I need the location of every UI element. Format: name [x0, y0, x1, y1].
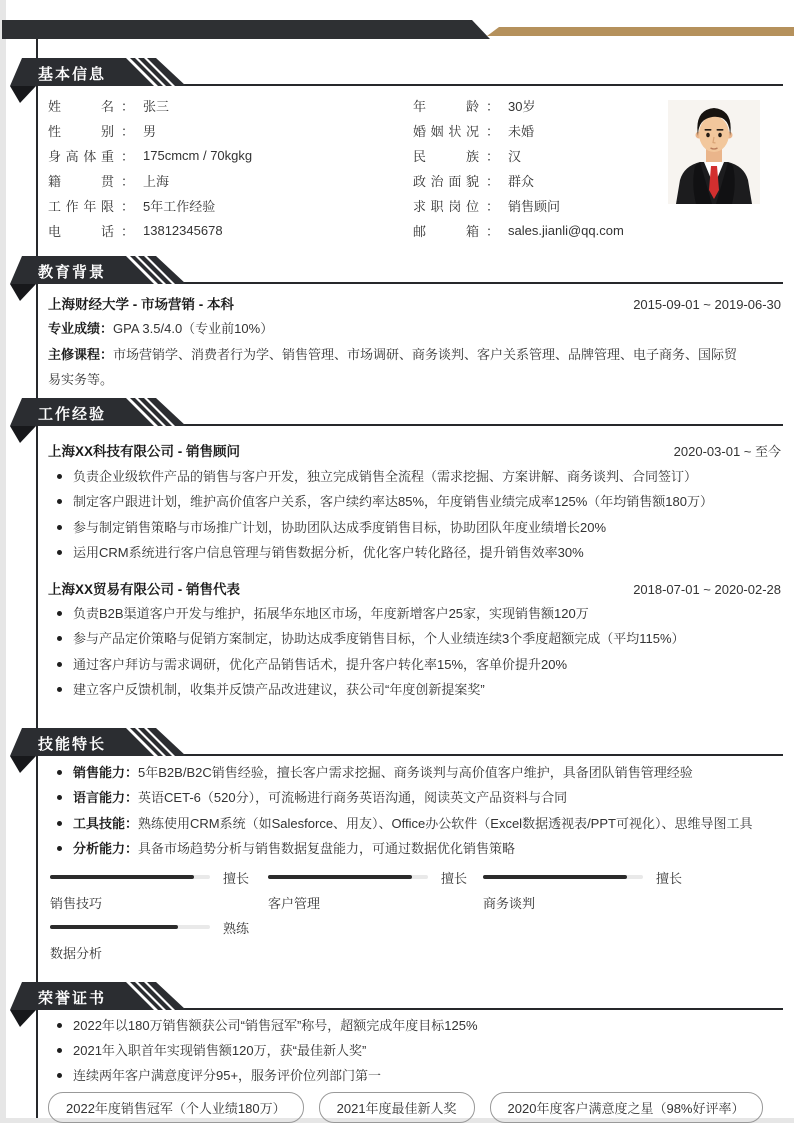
info-row-target-position — [413, 195, 560, 215]
left-vertical-line — [36, 39, 38, 1118]
field-colon: ： — [121, 148, 135, 164]
section-title: 基本信息 — [38, 66, 107, 83]
profile-photo — [668, 100, 760, 204]
job-bullet — [57, 629, 764, 648]
avatar-man-suit-icon — [668, 100, 760, 204]
field-value: 5年工作经验 — [143, 198, 216, 214]
field-value: 群众 — [508, 173, 535, 189]
section-header-work — [8, 396, 783, 446]
honor-pill: 2022年度销售冠军（个人业绩180万） — [48, 1092, 304, 1123]
courses-paragraph — [48, 342, 749, 392]
job-bullet — [57, 543, 764, 562]
education-period: 2015-09-01 ~ 2019-06-30 — [633, 297, 781, 312]
company-position: 上海XX贸易有限公司 - 销售代表 — [48, 582, 241, 597]
field-colon: ： — [486, 123, 500, 139]
skill-bar-negotiation — [483, 872, 693, 912]
bullet-text: 制定客户跟进计划，维护高价值客户关系，客户续约率达85%，年度销售业绩完成率125%（年均销售额180万） — [73, 494, 713, 509]
skill-bar-track — [268, 875, 428, 879]
job-period: 2018-07-01 ~ 2020-02-28 — [633, 582, 781, 597]
skill-label: 分析能力 — [73, 841, 126, 856]
skill-bar-sales — [50, 872, 260, 912]
field-value: 30岁 — [508, 98, 536, 114]
info-row-marital — [413, 120, 534, 140]
field-colon: ： — [486, 223, 500, 239]
courses-colon: ： — [100, 347, 114, 362]
skill-bullet — [57, 814, 764, 833]
skill-bar-crm — [268, 872, 478, 912]
field-value: 汉 — [508, 148, 522, 164]
honor-pill: 2020年度客户满意度之星（98%好评率） — [490, 1092, 763, 1123]
skill-bar-track — [50, 875, 210, 879]
info-row-political — [413, 170, 534, 190]
skill-name: 数据分析 — [50, 946, 103, 961]
field-label: 邮箱 — [413, 223, 479, 239]
skill-bullet — [57, 763, 764, 782]
section-title: 技能特长 — [38, 736, 107, 753]
skill-bar-track — [50, 925, 210, 929]
field-label: 籍贯 — [48, 173, 114, 189]
field-value: 男 — [143, 123, 157, 139]
skill-label: 语言能力 — [73, 790, 126, 805]
skill-bullet — [57, 788, 764, 807]
field-label: 身高体重 — [48, 148, 114, 164]
field-value: sales.jianli@qq.com — [508, 222, 624, 238]
skill-bar-fill — [50, 925, 178, 929]
field-value: 上海 — [143, 173, 170, 189]
bullet-dot-icon — [57, 1073, 62, 1078]
section-title: 荣誉证书 — [38, 990, 107, 1007]
field-value: 销售顾问 — [508, 198, 561, 214]
field-colon: ： — [121, 173, 135, 189]
skill-level: 擅长 — [223, 870, 250, 886]
info-row-height-weight — [48, 145, 252, 165]
skill-name: 销售技巧 — [50, 896, 103, 911]
bullet-text: 参与制定销售策略与市场推广计划，协助团队达成季度销售目标，协助团队年度业绩增长20% — [73, 520, 607, 535]
bullet-text: 建立客户反馈机制，收集并反馈产品改进建议，获公司“年度创新提案奖” — [73, 682, 485, 697]
job-bullet — [57, 680, 764, 699]
bullet-dot-icon — [57, 795, 62, 800]
bullet-text: 2022年以180万销售额获公司“销售冠军”称号，超额完成年度目标125% — [73, 1018, 478, 1033]
skill-text: 英语CET-6（520分），可流畅进行商务英语沟通，阅读英文产品资料与合同 — [138, 790, 568, 805]
section-title: 工作经验 — [38, 406, 107, 423]
honor-bullet — [57, 1016, 764, 1035]
info-row-phone — [48, 220, 223, 240]
bullet-dot-icon — [57, 636, 62, 641]
job-entry-header — [48, 578, 781, 598]
skill-text: 具备市场趋势分析与销售数据复盘能力，可通过数据优化销售策略 — [138, 841, 516, 856]
bullet-dot-icon — [57, 525, 62, 530]
job-period: 2020-03-01 ~ 至今 — [673, 444, 781, 459]
job-bullet — [57, 518, 764, 537]
bullet-text: 参与产品定价策略与促销方案制定，协助达成季度销售目标，个人业绩连续3个季度超额完成（平均115%） — [73, 631, 685, 646]
honor-bullet — [57, 1066, 764, 1085]
field-label: 工作年限 — [48, 198, 114, 214]
field-value: 175cmcm / 70kgkg — [143, 147, 253, 163]
bullet-dot-icon — [57, 821, 62, 826]
bullet-text: 2021年入职首年实现销售额120万，获“最佳新人奖” — [73, 1043, 367, 1058]
bullet-text: 运用CRM系统进行客户信息管理与销售数据分析，优化客户转化路径，提升销售效率30% — [73, 545, 584, 560]
info-row-gender — [48, 120, 156, 140]
job-bullet — [57, 492, 764, 511]
field-label: 年龄 — [413, 98, 479, 114]
info-row-email — [413, 220, 624, 240]
honor-pill: 2021年度最佳新人奖 — [319, 1092, 475, 1123]
info-row-age — [413, 95, 535, 115]
field-colon: ： — [486, 173, 500, 189]
field-colon: ： — [121, 198, 135, 214]
field-colon: ： — [121, 223, 135, 239]
bullet-dot-icon — [57, 1048, 62, 1053]
info-row-hometown — [48, 170, 169, 190]
field-colon: ： — [121, 123, 135, 139]
job-entry-header — [48, 440, 781, 460]
gpa-value: GPA 3.5/4.0（专业前10%） — [113, 321, 274, 336]
field-label: 政治面貌 — [413, 173, 479, 189]
courses-text: 市场营销学、消费者行为学、销售管理、市场调研、商务谈判、客户关系管理、品牌管理、电子商务、国际贸易实务等。 — [48, 347, 738, 387]
skill-label: 销售能力 — [73, 765, 126, 780]
bullet-dot-icon — [57, 611, 62, 616]
bullet-dot-icon — [57, 687, 62, 692]
field-label: 性别 — [48, 123, 114, 139]
bullet-dot-icon — [57, 474, 62, 479]
honor-pills — [48, 1092, 763, 1123]
skill-name: 客户管理 — [268, 896, 321, 911]
education-entry-header — [48, 293, 781, 313]
bullet-dot-icon — [57, 1023, 62, 1028]
bullet-dot-icon — [57, 770, 62, 775]
skill-bar-fill — [483, 875, 627, 879]
skill-level: 擅长 — [656, 870, 683, 886]
skill-colon: ： — [125, 841, 139, 856]
skill-bar-data-analysis — [50, 922, 260, 962]
job-bullet — [57, 467, 764, 486]
info-row-name — [48, 95, 169, 115]
field-value: 张三 — [143, 98, 170, 114]
field-colon: ： — [486, 98, 500, 114]
bullet-text: 通过客户拜访与需求调研，优化产品销售话术，提升客户转化率15%，客单价提升20% — [73, 657, 568, 672]
field-label: 求职岗位 — [413, 198, 479, 214]
school-degree: 上海财经大学 - 市场营销 - 本科 — [48, 297, 234, 312]
bullet-dot-icon — [57, 846, 62, 851]
bullet-dot-icon — [57, 550, 62, 555]
field-label: 民族 — [413, 148, 479, 164]
bullet-dot-icon — [57, 662, 62, 667]
bullet-dot-icon — [57, 499, 62, 504]
skill-bar-fill — [50, 875, 194, 879]
job-bullet — [57, 604, 764, 623]
field-colon: ： — [486, 198, 500, 214]
gpa-colon: ： — [100, 321, 114, 336]
bullet-text: 负责B2B渠道客户开发与维护，拓展华东地区市场，年度新增客户25家，实现销售额120万 — [73, 606, 589, 621]
field-label: 婚姻状况 — [413, 123, 479, 139]
bullet-text: 负责企业级软件产品的销售与客户开发，独立完成销售全流程（需求挖掘、方案讲解、商务谈判、合同签订） — [73, 469, 698, 484]
top-bar-gold — [487, 27, 794, 36]
honor-bullet — [57, 1041, 764, 1060]
field-label: 电话 — [48, 223, 114, 239]
skill-level: 熟练 — [223, 920, 250, 936]
skill-name: 商务谈判 — [483, 896, 536, 911]
skill-colon: ： — [125, 765, 139, 780]
skill-label: 工具技能 — [73, 816, 126, 831]
skill-text: 5年B2B/B2C销售经验，擅长客户需求挖掘、商务谈判与高价值客户维护，具备团队销售管理经验 — [138, 765, 693, 780]
skill-colon: ： — [125, 790, 139, 805]
gpa-line — [48, 318, 273, 337]
field-label: 姓名 — [48, 98, 114, 114]
skill-level: 擅长 — [441, 870, 468, 886]
skill-bullet — [57, 839, 764, 858]
skill-bar-fill — [268, 875, 412, 879]
skill-colon: ： — [125, 816, 139, 831]
field-value: 未婚 — [508, 123, 535, 139]
job-bullet — [57, 655, 764, 674]
section-title: 教育背景 — [38, 264, 107, 281]
skill-bar-track — [483, 875, 643, 879]
info-row-experience-years — [48, 195, 215, 215]
info-row-ethnicity — [413, 145, 521, 165]
company-position: 上海XX科技有限公司 - 销售顾问 — [48, 444, 241, 459]
skill-text: 熟练使用CRM系统（如Salesforce、用友）、Office办公软件（Excel数据透视表/PPT可视化）、思维导图工具 — [138, 816, 753, 831]
field-colon: ： — [121, 98, 135, 114]
field-colon: ： — [486, 148, 500, 164]
field-value: 13812345678 — [143, 222, 223, 238]
bullet-text: 连续两年客户满意度评分95+，服务评价位列部门第一 — [73, 1068, 382, 1083]
gpa-label: 专业成绩 — [48, 321, 101, 336]
courses-label: 主修课程 — [48, 347, 101, 362]
top-bar-black — [2, 20, 490, 39]
